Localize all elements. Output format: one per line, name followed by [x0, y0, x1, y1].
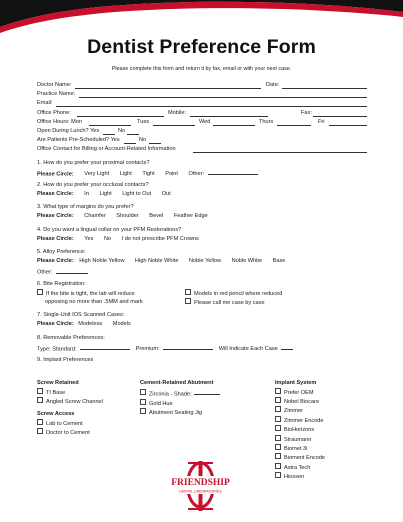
mobile-label: Mobile:	[168, 109, 187, 116]
biomet-3i-checkbox[interactable]	[275, 444, 281, 450]
page-title: Dentist Preference Form	[87, 36, 316, 58]
q4-option-yes[interactable]: Yes	[84, 235, 94, 242]
lunch-no-field[interactable]	[127, 127, 139, 135]
q6-option-reduce-cont: opposing no more than .5MM and mark	[45, 298, 143, 305]
please-circle-label: Please Circle:	[37, 258, 74, 265]
q4-option-no-pfm[interactable]: I do not prescribe PFM Crowns	[121, 235, 199, 242]
zimmer-encode-checkbox[interactable]	[275, 416, 281, 422]
q3-options	[37, 212, 369, 221]
tues-label: Tues	[137, 118, 150, 125]
lunch-row	[37, 127, 369, 136]
lunch-yes-field[interactable]	[103, 127, 115, 135]
zirconia-shade-field[interactable]	[194, 388, 220, 396]
nobel-biocare-checkbox[interactable]	[275, 397, 281, 403]
question-9: 9. Implant Preferences	[37, 356, 94, 363]
please-circle-label: Please Circle:	[37, 321, 74, 328]
question-1: 1. How do you prefer your proximal contacts?	[37, 159, 150, 166]
please-circle-label: Please Circle:	[37, 171, 74, 178]
q5-other-row	[37, 266, 369, 275]
q3-option-chamfer[interactable]: Chamfer	[84, 213, 106, 220]
gold-hue-label: Gold Hue	[149, 400, 173, 407]
please-circle-label: Please Circle:	[37, 235, 74, 242]
screw-access-heading: Screw Access	[37, 411, 75, 418]
doctor-name-label: Doctor Name:	[37, 82, 72, 88]
ti-base-label: TI Base	[46, 389, 66, 396]
biomet-3i-label: Biomet 3i	[284, 445, 308, 452]
logo-tagline-text: DENTAL LABORATORIES	[179, 489, 222, 494]
doctor-name-row	[37, 81, 369, 90]
q8-standard-field[interactable]	[80, 343, 130, 351]
q6-reduce-checkbox[interactable]	[37, 289, 43, 295]
q1-option-very-light[interactable]: Very Light	[84, 171, 110, 178]
billing-row	[37, 145, 369, 154]
fri-label: Fri	[318, 118, 325, 125]
question-3: 3. What type of margins do you prefer?	[37, 204, 134, 211]
email-label: Email:	[37, 100, 53, 107]
angled-screw-channel-checkbox[interactable]	[37, 397, 43, 403]
zirconia-checkbox[interactable]	[140, 389, 146, 395]
q5-option-high-noble-yellow[interactable]: High Noble Yellow	[79, 258, 125, 265]
thurs-field[interactable]	[277, 118, 311, 126]
email-field[interactable]	[56, 100, 367, 108]
q1-option-tight[interactable]: Tight	[142, 171, 155, 178]
q2-option-out[interactable]: Out	[161, 191, 171, 198]
billing-label: Office Contact for Billing or Account-Related Information	[37, 146, 176, 153]
q2-option-light-to-out[interactable]: Light to Out	[122, 191, 152, 198]
q5-option-noble-yellow[interactable]: Noble Yellow	[189, 258, 222, 265]
question-7: 7. Single-Unit IOS Scanned Cases:	[37, 312, 125, 319]
bioment-encode-checkbox[interactable]	[275, 453, 281, 459]
q8-each-case-label: Will Indicate Each Case	[218, 346, 278, 353]
tues-field[interactable]	[153, 118, 195, 126]
prefer-oem-checkbox[interactable]	[275, 388, 281, 394]
screw-retained-heading: Screw Retained	[37, 380, 79, 386]
q3-option-feather-edge[interactable]: Feather Edge	[173, 213, 208, 220]
question-8: 8. Removable Preferences:	[37, 334, 105, 341]
practice-name-field[interactable]	[79, 91, 367, 99]
office-hours-label: Office Hours: Mon	[37, 118, 82, 125]
nobel-biocare-label: Nobel Biocare	[284, 398, 320, 405]
q1-option-light[interactable]: Light	[119, 171, 132, 178]
doctor-to-cement-checkbox[interactable]	[37, 428, 43, 434]
please-circle-label: Please Circle:	[37, 191, 74, 198]
zirconia-label: Zirconia - Shade:	[149, 391, 192, 398]
q1-options	[37, 168, 369, 177]
prescheduled-label: Are Patients Pre-Scheduled? Yes	[37, 137, 120, 144]
question-5: 5. Alloy Preference:	[37, 249, 86, 255]
q6-option-reduce: If the bite is tight, the lab will reduce	[46, 290, 135, 297]
cement-retained-heading: Cement-Retained Abutment	[140, 380, 214, 386]
abutment-seating-jig-checkbox[interactable]	[140, 408, 146, 414]
question-2: 2. How do you prefer your occlusal contacts?	[37, 181, 149, 188]
bioment-encode-label: Bioment Encode	[284, 455, 326, 462]
header-swoosh-graphic	[0, 0, 403, 40]
q8-each-case-field[interactable]	[281, 343, 293, 351]
email-row	[37, 99, 369, 108]
q7-option-models[interactable]: Models	[112, 321, 131, 328]
prescheduled-yes-field[interactable]	[124, 137, 136, 145]
zimmer-encode-label: Zimmer Encode	[284, 417, 324, 424]
gold-hue-checkbox[interactable]	[140, 399, 146, 405]
q6-row-2	[37, 298, 369, 307]
doctor-to-cement-label: Doctor to Cement	[46, 430, 90, 437]
q6-option-call-me: Please call me case by case	[194, 299, 265, 306]
fax-label: Fax:	[301, 109, 312, 116]
thurs-label: Thurs	[259, 118, 274, 125]
fri-field[interactable]	[329, 118, 367, 126]
question-4: 4. Do you want a lingual collar on your PFM Restorations?	[37, 226, 182, 233]
cement-retained-section	[140, 380, 220, 418]
prescheduled-no-label: No	[139, 137, 147, 144]
implant-system-heading: Implant System	[275, 380, 317, 386]
q5-option-noble-white[interactable]: Noble White	[231, 258, 263, 265]
question-6: 6. Bite Registration:	[37, 280, 86, 287]
q1-option-point[interactable]: Point	[165, 171, 178, 178]
q6-models-red-checkbox[interactable]	[185, 289, 191, 295]
q6-row-1	[37, 289, 369, 298]
q4-options	[37, 235, 369, 244]
fax-field[interactable]	[313, 109, 367, 117]
please-circle-label: Please Circle:	[37, 213, 74, 220]
q6-call-me-checkbox[interactable]	[185, 298, 191, 304]
wed-label: Wed	[199, 118, 211, 125]
practice-name-label: Practice Name:	[37, 91, 76, 98]
billing-field[interactable]	[193, 146, 367, 154]
wed-field[interactable]	[213, 118, 255, 126]
page-subtitle: Please complete this form and return it by fax, email or with your next case.	[111, 66, 292, 72]
q6-option-models-red: Models in red pencil where reduced	[194, 290, 283, 297]
q8-premium-field[interactable]	[163, 343, 213, 351]
zimmer-label: Zimmer	[284, 408, 303, 415]
q1-other-field[interactable]	[208, 168, 258, 176]
q2-options	[37, 190, 369, 199]
q5-other-field[interactable]	[56, 266, 88, 274]
q5-other-label: Other:	[37, 269, 53, 276]
logo-name-text: FRIENDSHIP	[171, 478, 230, 488]
implant-system-section	[275, 380, 325, 482]
q5-options	[37, 257, 369, 266]
office-phone-label: Office Phone:	[37, 109, 71, 116]
q1-option-other[interactable]: Other:	[188, 171, 205, 178]
q8-row	[37, 343, 369, 352]
preference-form	[37, 81, 369, 365]
q3-option-shoulder[interactable]: Shoulder	[116, 213, 139, 220]
mon-field[interactable]	[89, 118, 131, 126]
prescheduled-no-field[interactable]	[149, 137, 161, 145]
mobile-field[interactable]	[190, 109, 268, 117]
date-field[interactable]	[282, 82, 367, 90]
q5-option-high-noble-white[interactable]: High Noble White	[134, 258, 179, 265]
q4-option-no[interactable]: No	[103, 235, 112, 242]
q8-premium-label: Premium:	[135, 346, 160, 353]
angled-screw-channel-label: Angled Screw Channel	[46, 398, 103, 405]
office-phone-field[interactable]	[77, 109, 164, 117]
lab-to-cement-checkbox[interactable]	[37, 419, 43, 425]
prefer-oem-label: Prefer OEM	[284, 389, 314, 396]
practice-name-row	[37, 90, 369, 99]
lab-to-cement-label: Lab to Cement	[46, 420, 83, 427]
lunch-label: Open During Lunch? Yes	[37, 127, 100, 134]
screw-retained-section	[37, 380, 103, 438]
abutment-seating-jig-label: Abutment Seating Jig	[149, 409, 203, 416]
biohorizons-label: BioHorizons	[284, 427, 315, 434]
ti-base-checkbox[interactable]	[37, 388, 43, 394]
q8-standard-label: Type: Standard:	[37, 346, 77, 353]
prescheduled-row	[37, 136, 369, 145]
biohorizons-checkbox[interactable]	[275, 425, 281, 431]
q2-option-in[interactable]: In	[84, 191, 89, 198]
q7-options	[37, 320, 369, 329]
doctor-name-field[interactable]	[75, 82, 261, 90]
office-hours-row	[37, 118, 369, 127]
zimmer-checkbox[interactable]	[275, 406, 281, 412]
date-label: Date:	[266, 82, 280, 88]
q5-option-base[interactable]: Base	[272, 258, 286, 265]
q7-option-modeless[interactable]: Modeless	[78, 321, 103, 328]
q3-option-bevel[interactable]: Bevel	[149, 213, 164, 220]
phone-row	[37, 109, 369, 118]
q2-option-light[interactable]: Light	[99, 191, 112, 198]
straumann-checkbox[interactable]	[275, 435, 281, 441]
hiossen-checkbox[interactable]	[275, 472, 281, 478]
astra-tech-label: Astra Tech	[284, 464, 311, 471]
lunch-no-label: No	[118, 127, 126, 134]
astra-tech-checkbox[interactable]	[275, 463, 281, 469]
friendship-logo	[158, 455, 243, 515]
hiossen-label: Hiossen	[284, 474, 305, 481]
straumann-label: Straumann	[284, 436, 312, 443]
